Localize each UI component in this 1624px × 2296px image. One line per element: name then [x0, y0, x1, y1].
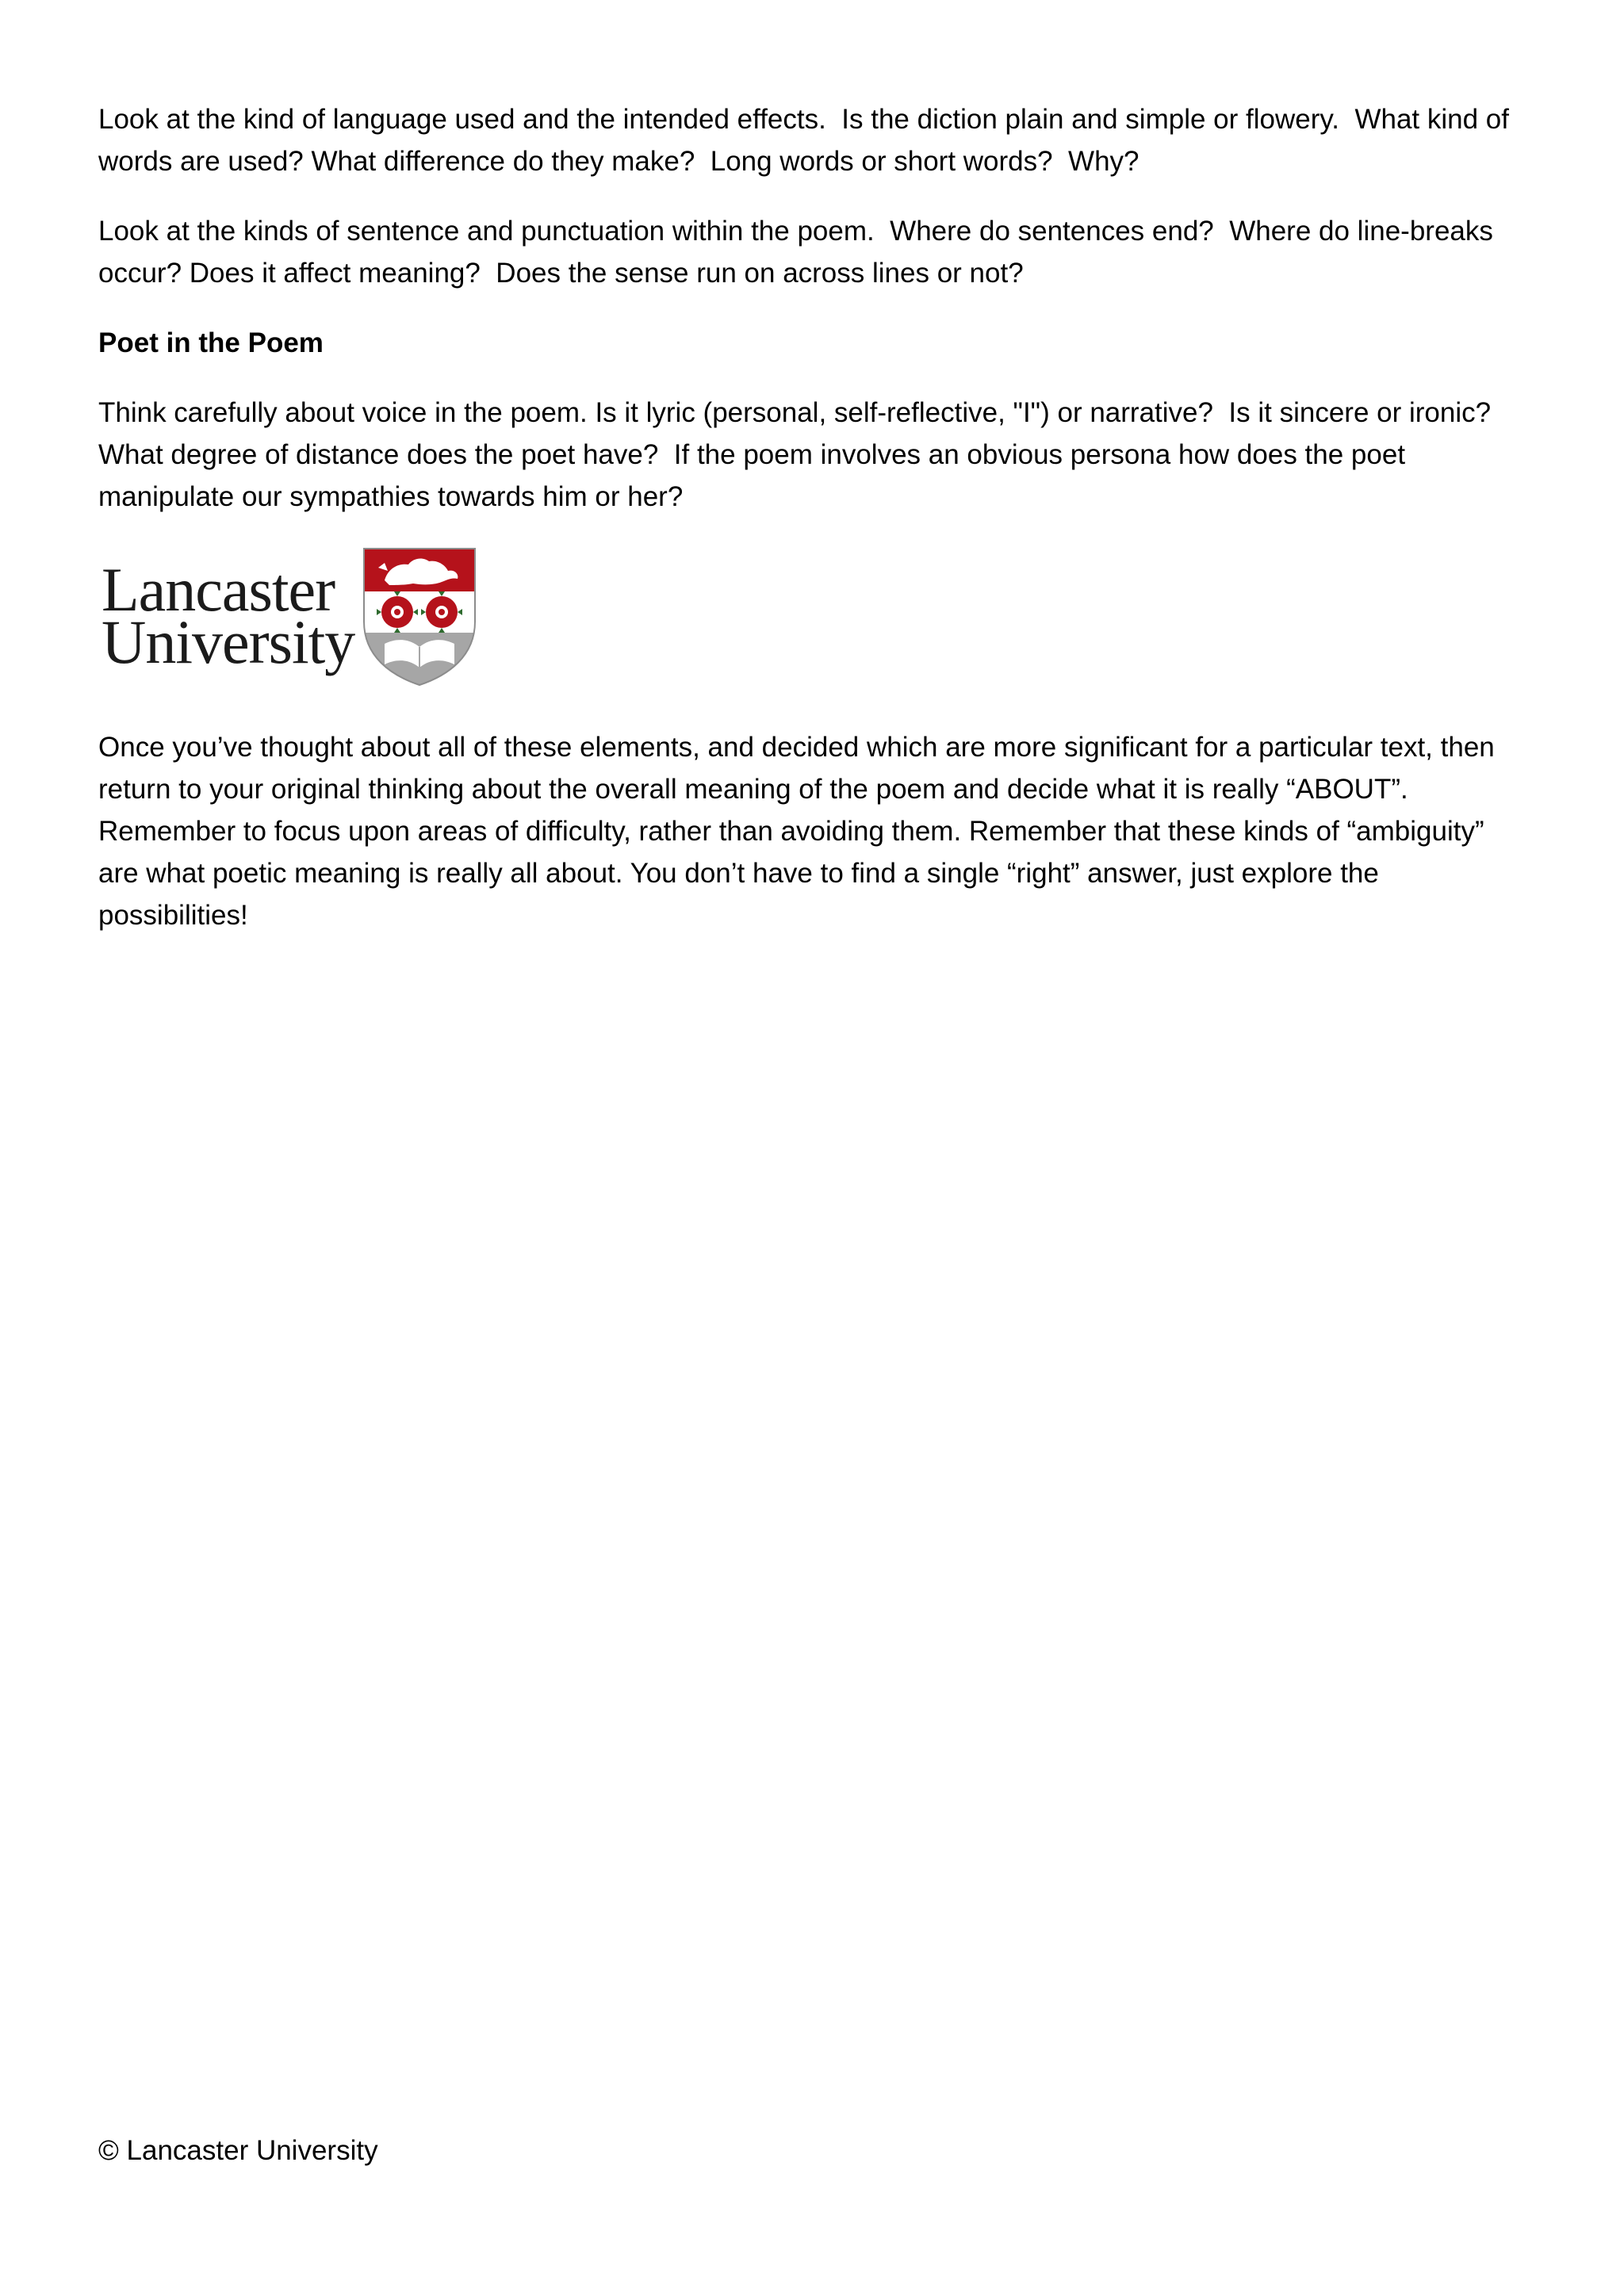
logo-wordmark [102, 555, 355, 676]
university-crest-icon [361, 545, 478, 687]
logo-line-university: University [102, 607, 355, 676]
paragraph-conclusion: Once you’ve thought about all of these elements, and decided which are more significant for a particular text, then return to your original thinking about the overall meaning of the poem and decide what it is really “ABOUT”. Remember to focus upon areas of difficulty, rather than avoiding them. Remember that these kinds of “ambiguity” are what poetic meaning is really all about. You don’t have to find a single “right” answer, just explore the possibilities! [98, 732, 1503, 931]
copyright-footer: © Lancaster University [98, 2135, 378, 2166]
lancaster-university-logo [102, 545, 1526, 687]
paragraph-language: Look at the kind of language used and the intended effects. Is the diction plain and simple or flowery. What kind of words are used? What difference do they make? Long words or short words? Why? [98, 104, 1517, 177]
document-page [98, 98, 1526, 964]
section-heading: Poet in the Poem [98, 327, 324, 358]
logo-line-lancaster: Lancaster [102, 555, 335, 624]
paragraph-sentence: Look at the kinds of sentence and punctuation within the poem. Where do sentences end? Where do line-breaks occur? Does it affect meaning? Does the sense run on across lines or not? [98, 216, 1501, 289]
paragraph-voice: Think carefully about voice in the poem. Is it lyric (personal, self-reflective, "I") or narrative? Is it sincere or ironic? What degree of distance does the poet have? If the poem involves an obvious persona how does the poet manipulate our sympathies towards him or her? [98, 397, 1507, 512]
